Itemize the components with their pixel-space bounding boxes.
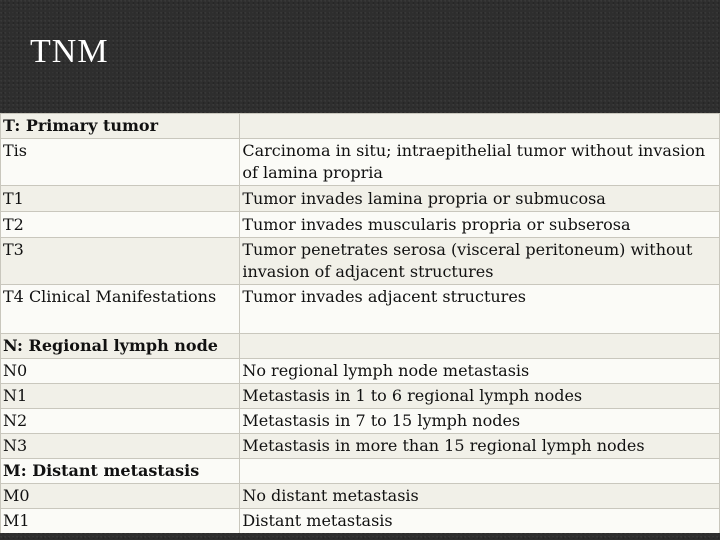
row-description: Tumor invades lamina propria or submucosa	[240, 186, 720, 212]
table-row	[1, 238, 720, 285]
row-label: T4 Clinical Manifestations	[1, 285, 240, 334]
row-description: No distant metastasis	[240, 484, 720, 509]
row-description: No regional lymph node metastasis	[240, 359, 720, 384]
row-description: Carcinoma in situ; intraepithelial tumor without invasion of lamina propria	[240, 139, 720, 186]
table-row	[1, 409, 720, 434]
table-row	[1, 509, 720, 534]
slide-title: TNM	[30, 33, 109, 70]
row-label: M: Distant metastasis	[1, 459, 240, 484]
row-description: Metastasis in 7 to 15 lymph nodes	[240, 409, 720, 434]
table-row	[1, 459, 720, 484]
row-label: T1	[1, 186, 240, 212]
row-description	[240, 114, 720, 139]
row-label: T2	[1, 212, 240, 238]
table-row	[1, 334, 720, 359]
row-label: M0	[1, 484, 240, 509]
row-label: N3	[1, 434, 240, 459]
table-row	[1, 186, 720, 212]
table-row	[1, 484, 720, 509]
table-row	[1, 139, 720, 186]
row-label: N0	[1, 359, 240, 384]
row-description	[240, 459, 720, 484]
row-description: Metastasis in more than 15 regional lymph nodes	[240, 434, 720, 459]
row-label: T3	[1, 238, 240, 285]
row-description: Tumor invades muscularis propria or subserosa	[240, 212, 720, 238]
row-label: N1	[1, 384, 240, 409]
row-label: M1	[1, 509, 240, 534]
row-label: T: Primary tumor	[1, 114, 240, 139]
row-description: Distant metastasis	[240, 509, 720, 534]
row-label: N2	[1, 409, 240, 434]
row-label: Tis	[1, 139, 240, 186]
row-description: Tumor invades adjacent structures	[240, 285, 720, 334]
table-row	[1, 384, 720, 409]
table-row	[1, 285, 720, 334]
table-row	[1, 212, 720, 238]
table-row	[1, 359, 720, 384]
row-description: Metastasis in 1 to 6 regional lymph nodes	[240, 384, 720, 409]
tnm-table	[0, 113, 720, 533]
table-row	[1, 114, 720, 139]
row-description	[240, 334, 720, 359]
row-description: Tumor penetrates serosa (visceral peritoneum) without invasion of adjacent structures	[240, 238, 720, 285]
row-label: N: Regional lymph node	[1, 334, 240, 359]
table-row	[1, 434, 720, 459]
